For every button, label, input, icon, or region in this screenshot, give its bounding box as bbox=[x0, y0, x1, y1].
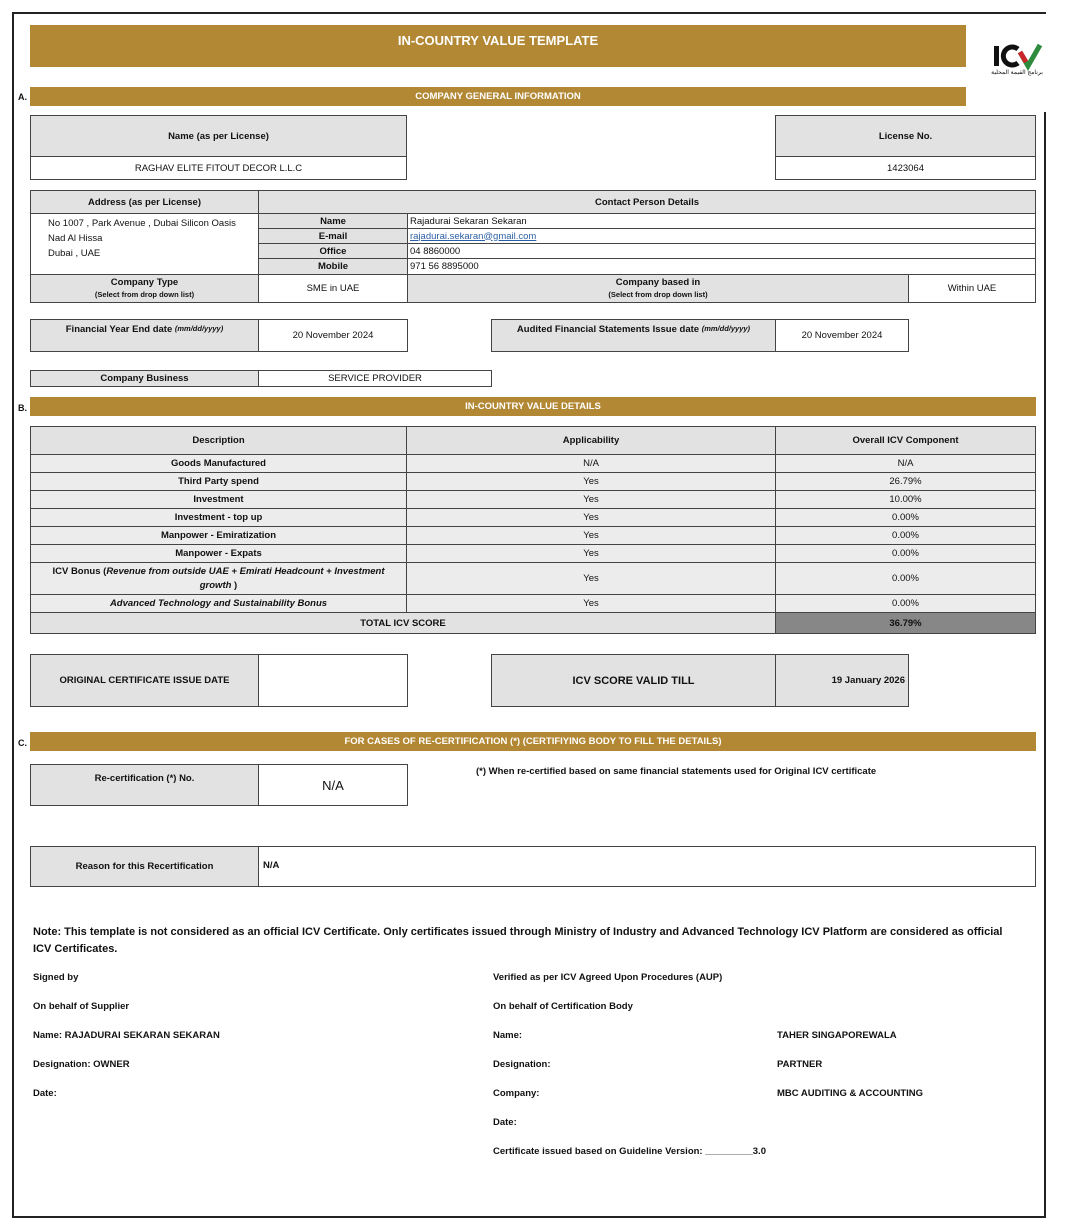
company-based-hint: (Select from drop down list) bbox=[608, 289, 708, 299]
certifier-name-label: Name: bbox=[493, 1030, 523, 1041]
recert-footnote: (*) When re-certified based on same financial statements used for Original ICV certificate bbox=[476, 766, 877, 777]
contact-name-label: Name bbox=[258, 213, 408, 229]
row-component: 10.00% bbox=[775, 490, 1036, 509]
row-applicability: Yes bbox=[406, 562, 776, 595]
guideline-version: Certificate issued based on Guideline Version: _________3.0 bbox=[493, 1146, 766, 1157]
certifier-company-label: Company: bbox=[493, 1088, 540, 1099]
section-c-title: FOR CASES OF RE-CERTIFICATION (*) (CERTIFIYING BODY TO FILL THE DETAILS) bbox=[30, 732, 1036, 751]
supplier-on-behalf: On behalf of Supplier bbox=[33, 1001, 130, 1012]
company-based-label-text: Company based in bbox=[615, 277, 701, 289]
certifier-verified: Verified as per ICV Agreed Upon Procedures (AUP) bbox=[493, 972, 723, 983]
reason-value: N/A bbox=[258, 846, 1036, 887]
signed-by: Signed by bbox=[33, 972, 79, 983]
valid-till-value: 19 January 2026 bbox=[775, 654, 909, 707]
row-description-icv-bonus bbox=[30, 562, 407, 595]
row-applicability: Yes bbox=[406, 526, 776, 545]
company-name-value: RAGHAV ELITE FITOUT DECOR L.L.C bbox=[30, 156, 407, 180]
icv-bonus-prefix: ICV Bonus ( bbox=[52, 566, 107, 577]
row-applicability: Yes bbox=[406, 472, 776, 491]
certifier-designation-value: PARTNER bbox=[777, 1059, 823, 1070]
company-based-select[interactable]: Within UAE bbox=[908, 274, 1036, 303]
icv-bonus-italic: Revenue from outside UAE + Emirati Headcount + Investment growth bbox=[106, 566, 385, 591]
company-type-label-text: Company Type bbox=[110, 277, 179, 289]
fy-end-label bbox=[30, 319, 259, 352]
row-component: N/A bbox=[775, 454, 1036, 473]
row-component: 0.00% bbox=[775, 594, 1036, 613]
certifier-on-behalf: On behalf of Certification Body bbox=[493, 1001, 633, 1012]
supplier-designation: Designation: OWNER bbox=[33, 1059, 130, 1070]
name-label: Name (as per License) bbox=[30, 115, 407, 157]
row-description: Investment - top up bbox=[30, 508, 407, 527]
col-applicability: Applicability bbox=[406, 426, 776, 455]
supplier-name: Name: RAJADURAI SEKARAN SEKARAN bbox=[33, 1030, 220, 1041]
certifier-designation-label: Designation: bbox=[493, 1059, 551, 1070]
icv-logo-icon bbox=[982, 40, 1052, 85]
address-label: Address (as per License) bbox=[30, 190, 259, 214]
contact-mobile-value: 971 56 8895000 bbox=[407, 258, 1036, 275]
section-a-letter: A. bbox=[18, 92, 27, 102]
supplier-date: Date: bbox=[33, 1088, 57, 1099]
row-component: 0.00% bbox=[775, 508, 1036, 527]
row-applicability: Yes bbox=[406, 544, 776, 563]
audited-date-label bbox=[491, 319, 776, 352]
row-component: 0.00% bbox=[775, 544, 1036, 563]
row-description: Goods Manufactured bbox=[30, 454, 407, 473]
audited-date-format: (mm/dd/yyyy) bbox=[701, 324, 751, 333]
recert-no-value: N/A bbox=[258, 764, 408, 806]
col-description: Description bbox=[30, 426, 407, 455]
certifier-date-label: Date: bbox=[493, 1117, 517, 1128]
icv-logo bbox=[982, 40, 1052, 85]
page-title: IN-COUNTRY VALUE TEMPLATE bbox=[30, 25, 966, 67]
fy-end-value: 20 November 2024 bbox=[258, 319, 408, 352]
page-border-top bbox=[12, 12, 1046, 14]
contact-mobile-label: Mobile bbox=[258, 258, 408, 275]
valid-till-label: ICV SCORE VALID TILL bbox=[491, 654, 776, 707]
orig-cert-date-value bbox=[258, 654, 408, 707]
contact-name-value: Rajadurai Sekaran Sekaran bbox=[407, 213, 1036, 229]
address-value bbox=[30, 213, 259, 275]
company-business-value: SERVICE PROVIDER bbox=[258, 370, 492, 387]
contact-header: Contact Person Details bbox=[258, 190, 1036, 214]
section-c-letter: C. bbox=[18, 738, 27, 748]
contact-office-value: 04 8860000 bbox=[407, 243, 1036, 259]
row-description: Manpower - Expats bbox=[30, 544, 407, 563]
address-line-1: No 1007 , Park Avenue , Dubai Silicon Oasis bbox=[48, 218, 236, 229]
section-b-letter: B. bbox=[18, 403, 27, 413]
address-line-2: Nad Al Hissa bbox=[48, 233, 103, 244]
fy-end-format: (mm/dd/yyyy) bbox=[174, 324, 224, 333]
disclaimer-note: Note: This template is not considered as an official ICV Certificate. Only certificates issued through Ministry of Industry and Advanced Technology ICV Platform are considered as official ICV Certificates. bbox=[33, 926, 1003, 955]
logo-subtext: برنامج القيمة المحلية bbox=[991, 70, 1043, 76]
company-type-label bbox=[30, 274, 259, 303]
row-component: 0.00% bbox=[775, 562, 1036, 595]
audited-date-value: 20 November 2024 bbox=[775, 319, 909, 352]
certifier-company-value: MBC AUDITING & ACCOUNTING bbox=[777, 1088, 924, 1099]
license-value: 1423064 bbox=[775, 156, 1036, 180]
row-description: Advanced Technology and Sustainability Bonus bbox=[30, 594, 407, 613]
orig-cert-date-label: ORIGINAL CERTIFICATE ISSUE DATE bbox=[30, 654, 259, 707]
license-label: License No. bbox=[775, 115, 1036, 157]
page-border-right bbox=[1044, 112, 1046, 1218]
row-description: Third Party spend bbox=[30, 472, 407, 491]
row-applicability: Yes bbox=[406, 490, 776, 509]
audited-date-label-text: Audited Financial Statements Issue date bbox=[516, 324, 700, 335]
page-border-left bbox=[12, 12, 14, 1218]
icv-bonus-suffix: ) bbox=[231, 580, 238, 591]
row-description: Investment bbox=[30, 490, 407, 509]
contact-email-link[interactable]: rajadurai.sekaran@gmail.com bbox=[410, 230, 537, 242]
section-a-title: COMPANY GENERAL INFORMATION bbox=[30, 87, 966, 106]
recert-no-label: Re-certification (*) No. bbox=[30, 764, 259, 806]
row-description: Manpower - Emiratization bbox=[30, 526, 407, 545]
company-business-label: Company Business bbox=[30, 370, 259, 387]
row-applicability: N/A bbox=[406, 454, 776, 473]
contact-email-cell bbox=[407, 228, 1036, 244]
total-icv-score: 36.79% bbox=[775, 612, 1036, 634]
row-component: 26.79% bbox=[775, 472, 1036, 491]
section-b-title: IN-COUNTRY VALUE DETAILS bbox=[30, 397, 1036, 416]
reason-label: Reason for this Recertification bbox=[30, 846, 259, 887]
row-applicability: Yes bbox=[406, 594, 776, 613]
row-applicability: Yes bbox=[406, 508, 776, 527]
fy-end-label-text: Financial Year End date bbox=[65, 324, 173, 335]
company-based-label bbox=[407, 274, 909, 303]
row-component: 0.00% bbox=[775, 526, 1036, 545]
col-icv-component: Overall ICV Component bbox=[775, 426, 1036, 455]
certifier-name-value: TAHER SINGAPOREWALA bbox=[777, 1030, 897, 1041]
total-icv-label: TOTAL ICV SCORE bbox=[30, 612, 776, 634]
company-type-hint: (Select from drop down list) bbox=[94, 289, 195, 299]
address-line-3: Dubai , UAE bbox=[48, 248, 101, 259]
page-border-bottom bbox=[12, 1216, 1046, 1218]
company-type-select[interactable]: SME in UAE bbox=[258, 274, 408, 303]
contact-email-label: E-mail bbox=[258, 228, 408, 244]
contact-office-label: Office bbox=[258, 243, 408, 259]
